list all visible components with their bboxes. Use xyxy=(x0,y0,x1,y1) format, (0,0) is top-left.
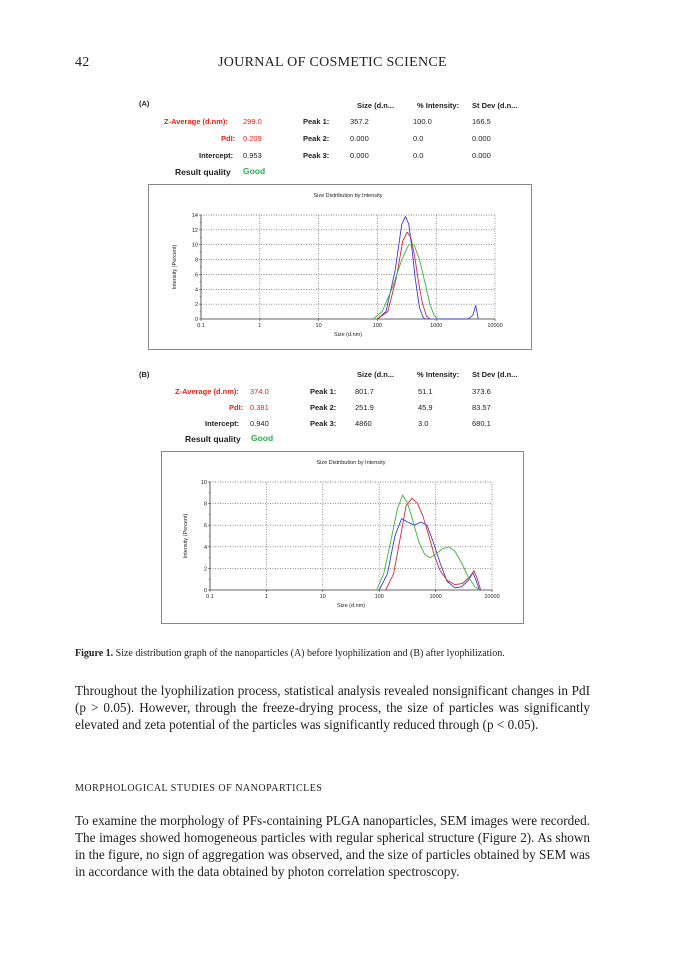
panel-a-peak3-intensity: 0.0 xyxy=(413,151,424,160)
page-number: 42 xyxy=(75,55,90,70)
chart-a-ytick-label-2: 4 xyxy=(194,287,198,294)
running-head: JOURNAL OF COSMETIC SCIENCE xyxy=(218,55,447,70)
chart-b xyxy=(162,452,523,623)
chart-b-title: Size Distribution by Intensity xyxy=(316,460,386,466)
chart-b-xtick-label-2: 10 xyxy=(319,594,326,600)
chart-b-xtick-label-3: 100 xyxy=(374,594,384,600)
panel-a-result-label: Result quality xyxy=(175,167,231,177)
chart-a-ytick-label-4: 8 xyxy=(194,257,198,264)
panel-b-pdi-value: 0.381 xyxy=(250,403,269,412)
chart-a-series-1 xyxy=(377,217,478,320)
panel-b-peak3-label: Peak 3: xyxy=(310,419,337,428)
chart-b-xtick-label-5: 10000 xyxy=(484,594,500,600)
panel-a-header-stdev: St Dev (d.n... xyxy=(472,101,518,110)
panel-a-peak3-size: 0.000 xyxy=(350,151,369,160)
chart-b-ytick-label-2: 4 xyxy=(203,544,207,551)
chart-a-ytick-label-7: 14 xyxy=(191,213,198,219)
chart-b-ytick-label-5: 10 xyxy=(200,480,207,486)
chart-b-ytick-label-4: 8 xyxy=(203,501,207,508)
chart-a-xlabel: Size (d.nm) xyxy=(333,332,363,338)
panel-b-peak3-intensity: 3.0 xyxy=(418,419,429,428)
chart-a-xtick-label-3: 100 xyxy=(372,323,382,329)
chart-a-frame xyxy=(148,184,532,350)
paragraph-lyophilization: Throughout the lyophilization process, statistical analysis revealed nonsignificant changes in PdI (p > 0.05). However, through the freeze-drying process, the size of particles was significantly elevated and zeta potential of the particles was significantly reduced through (p < 0.05). xyxy=(75,683,590,732)
panel-b-peak1-size: 801.7 xyxy=(355,387,374,396)
panel-a-peak1-label: Peak 1: xyxy=(303,117,330,126)
panel-a-header-intensity: % Intensity: xyxy=(417,101,460,110)
figure-caption-label: Figure 1. xyxy=(75,648,114,659)
panel-a-header-size: Size (d.n... xyxy=(357,101,395,110)
panel-a-peak3-stdev: 0.000 xyxy=(472,151,491,160)
chart-b-frame xyxy=(161,451,524,624)
panel-a-peak1-stdev: 166.5 xyxy=(472,117,491,126)
panel-a-pdi-label: PdI: xyxy=(221,134,236,143)
panel-a-label: (A) xyxy=(139,99,150,108)
panel-a-peak2-intensity: 0.0 xyxy=(413,134,424,143)
chart-a-xtick-label-5: 10000 xyxy=(487,323,503,329)
panel-a-result-value: Good xyxy=(243,166,266,176)
panel-b-peak3-stdev: 680.1 xyxy=(472,419,491,428)
chart-b-series-3 xyxy=(377,495,480,590)
panel-a-peak3-label: Peak 3: xyxy=(303,151,330,160)
panel-a-zavg-label: Z-Average (d.nm): xyxy=(164,117,228,126)
chart-b-series-2 xyxy=(386,498,481,590)
panel-a-peak2-stdev: 0.000 xyxy=(472,134,491,143)
panel-b-header-intensity: % Intensity: xyxy=(417,370,460,379)
panel-a-intercept-value: 0.953 xyxy=(243,151,262,160)
chart-a-ytick-label-6: 12 xyxy=(191,227,198,234)
panel-b-peak2-label: Peak 2: xyxy=(310,403,337,412)
chart-a-series-2 xyxy=(377,232,430,319)
panel-b-intercept-label: Intercept: xyxy=(205,419,240,428)
panel-a-peak1-size: 357.2 xyxy=(350,117,369,126)
panel-b-result-label: Result quality xyxy=(185,434,241,444)
chart-a-xtick-label-4: 1000 xyxy=(430,323,443,329)
chart-a-ytick-label-3: 6 xyxy=(194,272,198,279)
figure-caption-text: Size distribution graph of the nanoparticles (A) before lyophilization and (B) after lyophilization. xyxy=(115,648,505,659)
chart-b-ylabel: Intensity (Percent) xyxy=(183,513,189,559)
panel-b-peak3-size: 4860 xyxy=(355,419,372,428)
panel-b-intercept-value: 0.940 xyxy=(250,419,269,428)
chart-a-title: Size Distribution by Intensity xyxy=(313,193,383,199)
panel-a-intercept-label: Intercept: xyxy=(199,151,234,160)
panel-b-pdi-label: PdI: xyxy=(229,403,244,412)
chart-b-ytick-label-1: 2 xyxy=(203,566,207,573)
figure-caption xyxy=(75,648,635,659)
chart-a xyxy=(149,185,531,349)
panel-b-zavg-value: 374.0 xyxy=(250,387,269,396)
panel-b-peak1-intensity: 51.1 xyxy=(418,387,433,396)
chart-a-xtick-label-1: 1 xyxy=(258,323,262,329)
chart-b-xtick-label-0: 0.1 xyxy=(206,594,214,600)
chart-b-xtick-label-1: 1 xyxy=(264,594,268,600)
chart-a-ytick-label-1: 2 xyxy=(194,302,198,309)
panel-b-peak1-label: Peak 1: xyxy=(310,387,337,396)
chart-a-series-3 xyxy=(373,245,437,319)
chart-b-ytick-label-0: 0 xyxy=(203,588,207,594)
chart-a-xtick-label-0: 0.1 xyxy=(197,323,205,329)
chart-a-ytick-label-0: 0 xyxy=(194,317,198,323)
chart-a-xtick-label-2: 10 xyxy=(315,323,322,329)
panel-a-peak2-label: Peak 2: xyxy=(303,134,330,143)
chart-b-xtick-label-4: 1000 xyxy=(429,594,442,600)
panel-b-peak2-size: 251.9 xyxy=(355,403,374,412)
chart-b-xlabel: Size (d.nm) xyxy=(336,603,366,609)
paragraph-morphology: To examine the morphology of PFs-containing PLGA nanoparticles, SEM images were recorded. The images showed homogeneous particles with regular spherical structure (Figure 2). As shown in the figure, no sign of aggregation was observed, and the size of particles obtained by SEM was in accordance with the data obtained by photon correlation spectroscopy. xyxy=(75,813,590,879)
chart-b-series-1 xyxy=(379,519,479,590)
panel-b-header-size: Size (d.n... xyxy=(357,370,395,379)
section-heading: MORPHOLOGICAL STUDIES OF NANOPARTICLES xyxy=(75,783,323,794)
panel-b-peak2-stdev: 83.57 xyxy=(472,403,491,412)
panel-b-header-stdev: St Dev (d.n... xyxy=(472,370,518,379)
panel-b-zavg-label: Z-Average (d.nm): xyxy=(175,387,239,396)
panel-a-zavg-value: 299.0 xyxy=(243,117,262,126)
panel-b-label: (B) xyxy=(139,370,150,379)
chart-b-ytick-label-3: 6 xyxy=(203,523,207,530)
chart-a-ylabel: Intensity (Percent) xyxy=(172,244,178,290)
chart-a-ytick-label-5: 10 xyxy=(191,242,198,249)
panel-a-pdi-value: 0.209 xyxy=(243,134,262,143)
panel-b-peak1-stdev: 373.6 xyxy=(472,387,491,396)
panel-a-peak2-size: 0.000 xyxy=(350,134,369,143)
panel-b-result-value: Good xyxy=(251,433,274,443)
panel-a-peak1-intensity: 100.0 xyxy=(413,117,432,126)
panel-b-peak2-intensity: 45.9 xyxy=(418,403,433,412)
